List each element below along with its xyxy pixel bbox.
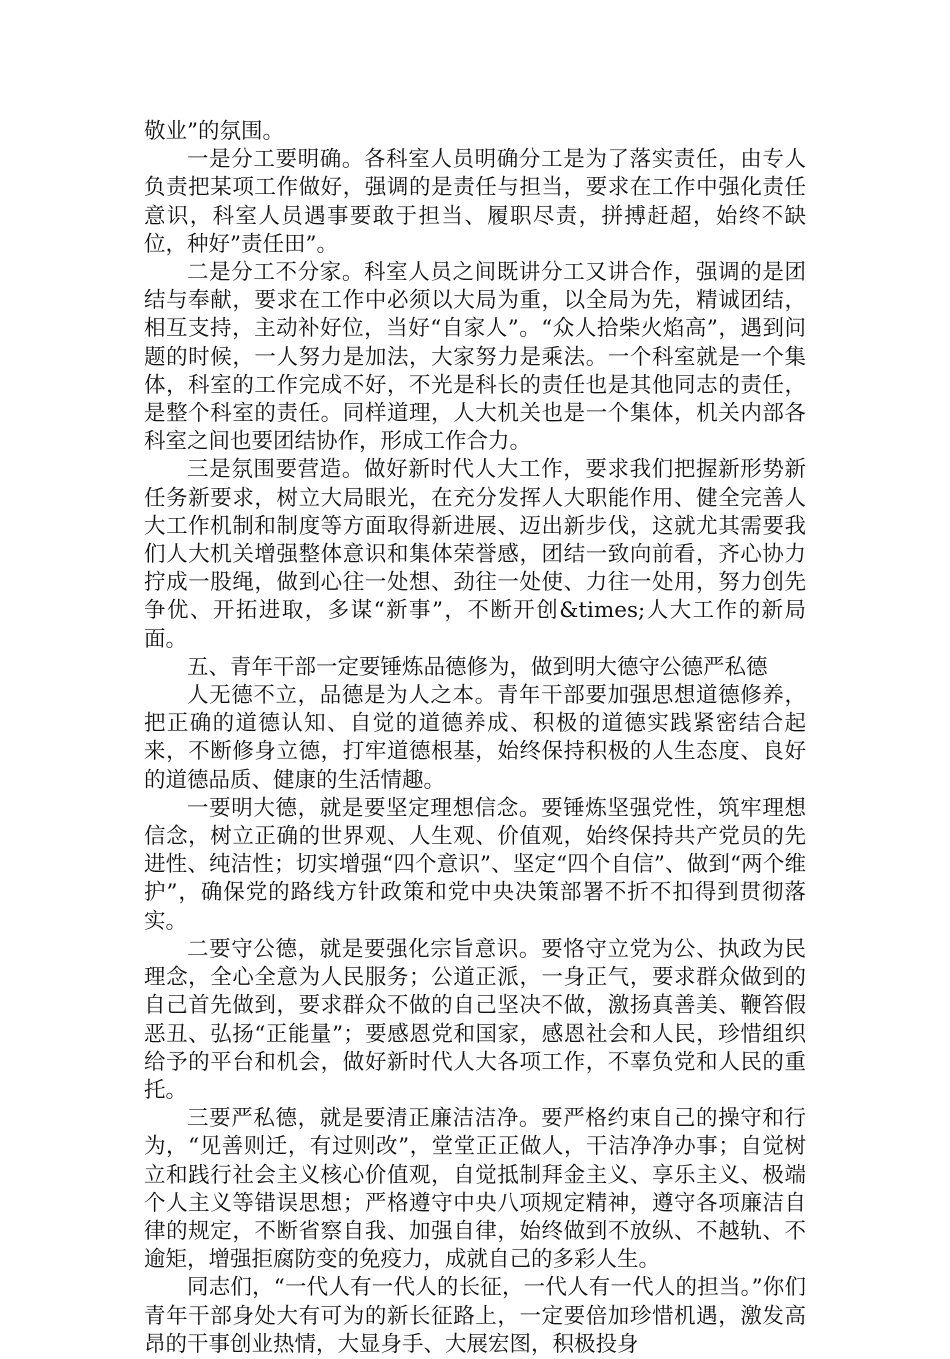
paragraph-closing: 同志们，“一代人有一代人的长征，一代人有一代人的担当。”你们青年干部身处大有可为的新长征路上，一定要倍加珍惜机遇，激发高昂的干事创业热情，大显身手、大展宏图，积极投身 — [144, 1275, 806, 1357]
paragraph-cooperation: 二是分工不分家。科室人员之间既讲分工又讲合作，强调的是团结与奉献，要求在工作中必须以大局为重，以全局为先，精诚团结，相互支持，主动补好位，当好“自家人”。“众人拾柴火焰高”，遇到问题的时候，一人努力是加法，大家努力是乘法。一个科室就是一个集体，科室的工作完成不好，不光是科长的责任也是其他同志的责任，是整个科室的责任。同样道理，人大机关也是一个集体，机关内部各科室之间也要团结协作，形成工作合力。 — [144, 260, 806, 455]
paragraph-division-of-labor: 一是分工要明确。各科室人员明确分工是为了落实责任，由专人负责把某项工作做好，强调的是责任与担当，要求在工作中强化责任意识，科室人员遇事要敢于担当、履职尽责，拼搏赶超，始终不缺位，种好”责任田”。 — [144, 147, 806, 257]
paragraph-public-virtue: 二要守公德，就是要强化宗旨意识。要恪守立党为公、执政为民理念，全心全意为人民服务；公道正派，一身正气，要求群众做到的自己首先做到，要求群众不做的自己坚决不做，激扬真善美、鞭笞假恶丑、弘扬“正能量”；要感恩党和国家，感恩社会和人民，珍惜组织给予的平台和机会，做好新时代人大各项工作，不辜负党和人民的重托。 — [144, 936, 806, 1103]
paragraph-morality-intro: 人无德不立，品德是为人之本。青年干部要加强思想道德修养，把正确的道德认知、自觉的道德养成、积极的道德实践紧密结合起来，不断修身立德，打牢道德根基，始终保持积极的人生态度、良好的道德品质、健康的生活情趣。 — [144, 683, 806, 793]
paragraph-private-virtue: 三要严私德，就是要清正廉洁洁净。要严格约束自己的操守和行为，“见善则迁，有过则改”，堂堂正正做人，干洁净净办事；自觉树立和践行社会主义核心价值观，自觉抵制拜金主义、享乐主义、极端个人主义等错误思想；严格遵守中央八项规定精神，遵守各项廉洁自律的规定，不断省察自我、加强自律，始终做到不放纵、不越轨、不逾矩，增强拒腐防变的免疫力，成就自己的多彩人生。 — [144, 1106, 806, 1273]
paragraph-continuation: 敬业”的氛围。 — [144, 119, 284, 144]
document-body — [144, 118, 806, 1359]
section-heading-5: 五、青年干部一定要锤炼品德修为，做到明大德守公德严私德 — [187, 654, 768, 680]
paragraph-atmosphere: 三是氛围要营造。做好新时代人大工作，要求我们把握新形势新任务新要求，树立大局眼光，在充分发挥人大职能作用、健全完善人大工作机制和制度等方面取得新进展、迈出新步伐，这就尤其需要我们人大机关增强整体意识和集体荣誉感，团结一致向前看，齐心协力拧成一股绳，做到心往一处想、劲往一处使、力往一处用，努力创先争优、开拓进取，多谋“新事”，不断开创&times;人大工作的新局面。 — [144, 457, 806, 652]
paragraph-great-virtue: 一要明大德，就是要坚定理想信念。要锤炼坚强党性，筑牢理想信念，树立正确的世界观、人生观、价值观，始终保持共产党员的先进性、纯洁性；切实增强“四个意识”、坚定“四个自信”、做到“两个维护”，确保党的路线方针政策和党中央决策部署不折不扣得到贯彻落实。 — [144, 795, 806, 934]
